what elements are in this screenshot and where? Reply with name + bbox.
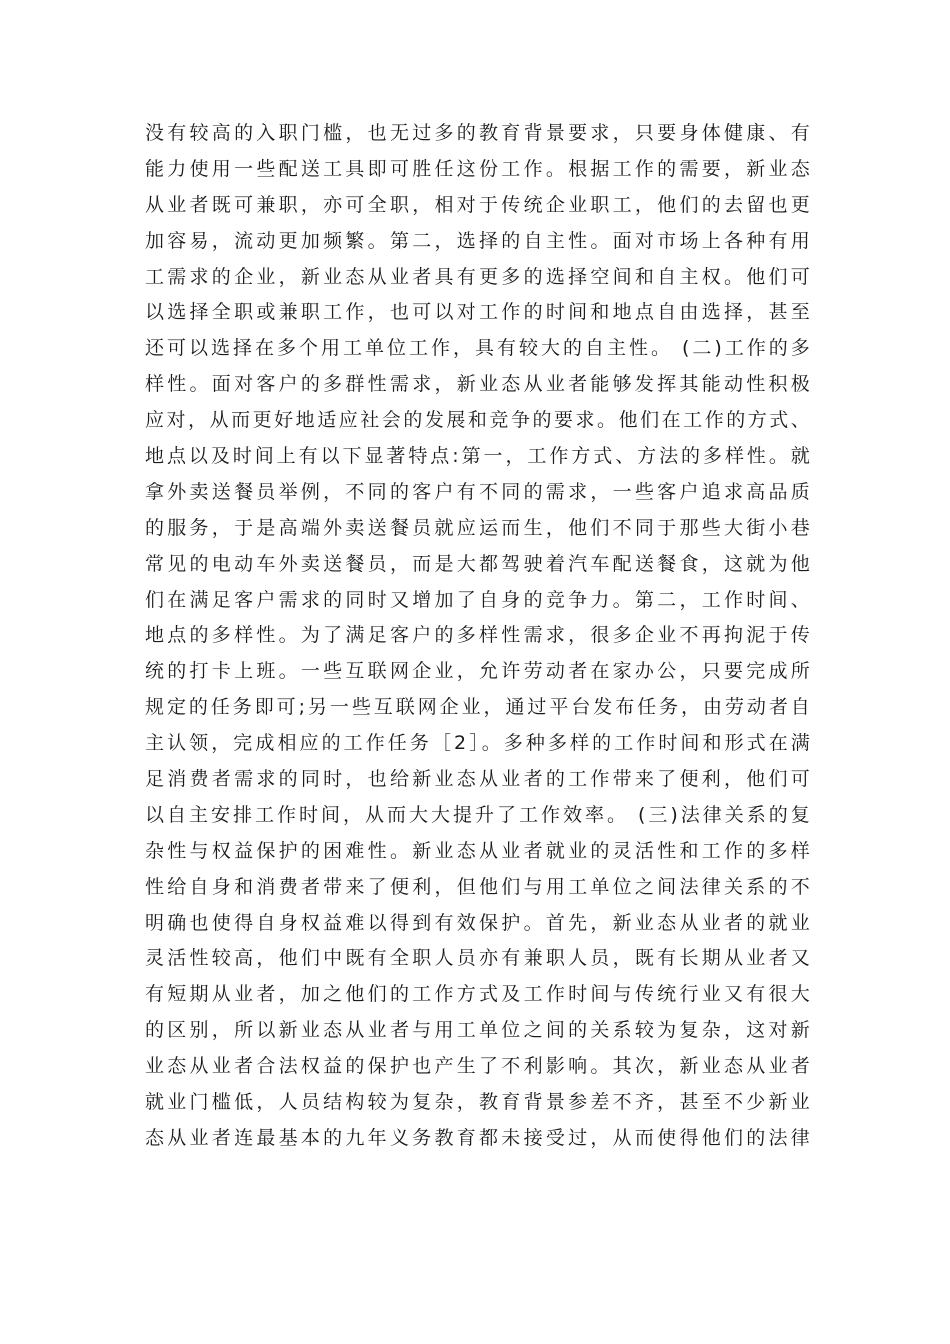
text-line: 主认领，完成相应的工作任务［2］。多种多样的工作时间和形式在满: [145, 732, 810, 755]
text-line: 还可以选择在多个用工单位工作，具有较大的自主性。 (二)工作的多: [145, 337, 810, 360]
text-line: 能力使用一些配送工具即可胜任这份工作。根据工作的需要，新业态: [145, 157, 810, 180]
text-line: 统的打卡上班。一些互联网企业，允许劳动者在家办公，只要完成所: [145, 660, 810, 683]
text-line: 灵活性较高，他们中既有全职人员亦有兼职人员，既有长期从业者又: [145, 947, 810, 970]
text-line: 规定的任务即可;另一些互联网企业，通过平台发布任务，由劳动者自: [145, 696, 810, 719]
body-text: [145, 116, 810, 1157]
text-line: 性给自身和消费者带来了便利，但他们与用工单位之间法律关系的不: [145, 875, 810, 898]
text-line: 明确也使得自身权益难以得到有效保护。首先，新业态从业者的就业: [145, 911, 810, 934]
text-line: 以自主安排工作时间，从而大大提升了工作效率。 (三)法律关系的复: [145, 803, 810, 826]
text-line: 常见的电动车外卖送餐员，而是大都驾驶着汽车配送餐食，这就为他: [145, 552, 810, 575]
text-line: 们在满足客户需求的同时又增加了自身的竞争力。第二，工作时间、: [145, 588, 810, 611]
text-line: 应对，从而更好地适应社会的发展和竞争的要求。他们在工作的方式、: [145, 409, 810, 432]
text-line: 拿外卖送餐员举例，不同的客户有不同的需求，一些客户追求高品质: [145, 480, 810, 503]
text-line: 样性。面对客户的多群性需求，新业态从业者能够发挥其能动性积极: [145, 373, 810, 396]
text-line: 地点以及时间上有以下显著特点:第一，工作方式、方法的多样性。就: [145, 445, 810, 468]
text-line: 态从业者连最基本的九年义务教育都未接受过，从而使得他们的法律: [145, 1126, 810, 1149]
text-line: 杂性与权益保护的困难性。新业态从业者就业的灵活性和工作的多样: [145, 839, 810, 862]
text-line: 足消费者需求的同时，也给新业态从业者的工作带来了便利，他们可: [145, 768, 810, 791]
text-line: 加容易，流动更加频繁。第二，选择的自主性。面对市场上各种有用: [145, 229, 810, 252]
text-line: 有短期从业者，加之他们的工作方式及工作时间与传统行业又有很大: [145, 983, 810, 1006]
text-line: 的服务，于是高端外卖送餐员就应运而生，他们不同于那些大街小巷: [145, 516, 810, 539]
text-line: 没有较高的入职门槛，也无过多的教育背景要求，只要身体健康、有: [145, 122, 810, 144]
text-line: 从业者既可兼职，亦可全职，相对于传统企业职工，他们的去留也更: [145, 193, 810, 216]
text-line: 业态从业者合法权益的保护也产生了不利影响。其次，新业态从业者: [145, 1055, 810, 1078]
text-line: 地点的多样性。为了满足客户的多样性需求，很多企业不再拘泥于传: [145, 624, 810, 647]
text-line: 的区别，所以新业态从业者与用工单位之间的关系较为复杂，这对新: [145, 1019, 810, 1042]
text-line: 以选择全职或兼职工作，也可以对工作的时间和地点自由选择，甚至: [145, 301, 810, 324]
text-line: 就业门槛低，人员结构较为复杂，教育背景参差不齐，甚至不少新业: [145, 1091, 810, 1114]
text-line: 工需求的企业，新业态从业者具有更多的选择空间和自主权。他们可: [145, 265, 810, 288]
